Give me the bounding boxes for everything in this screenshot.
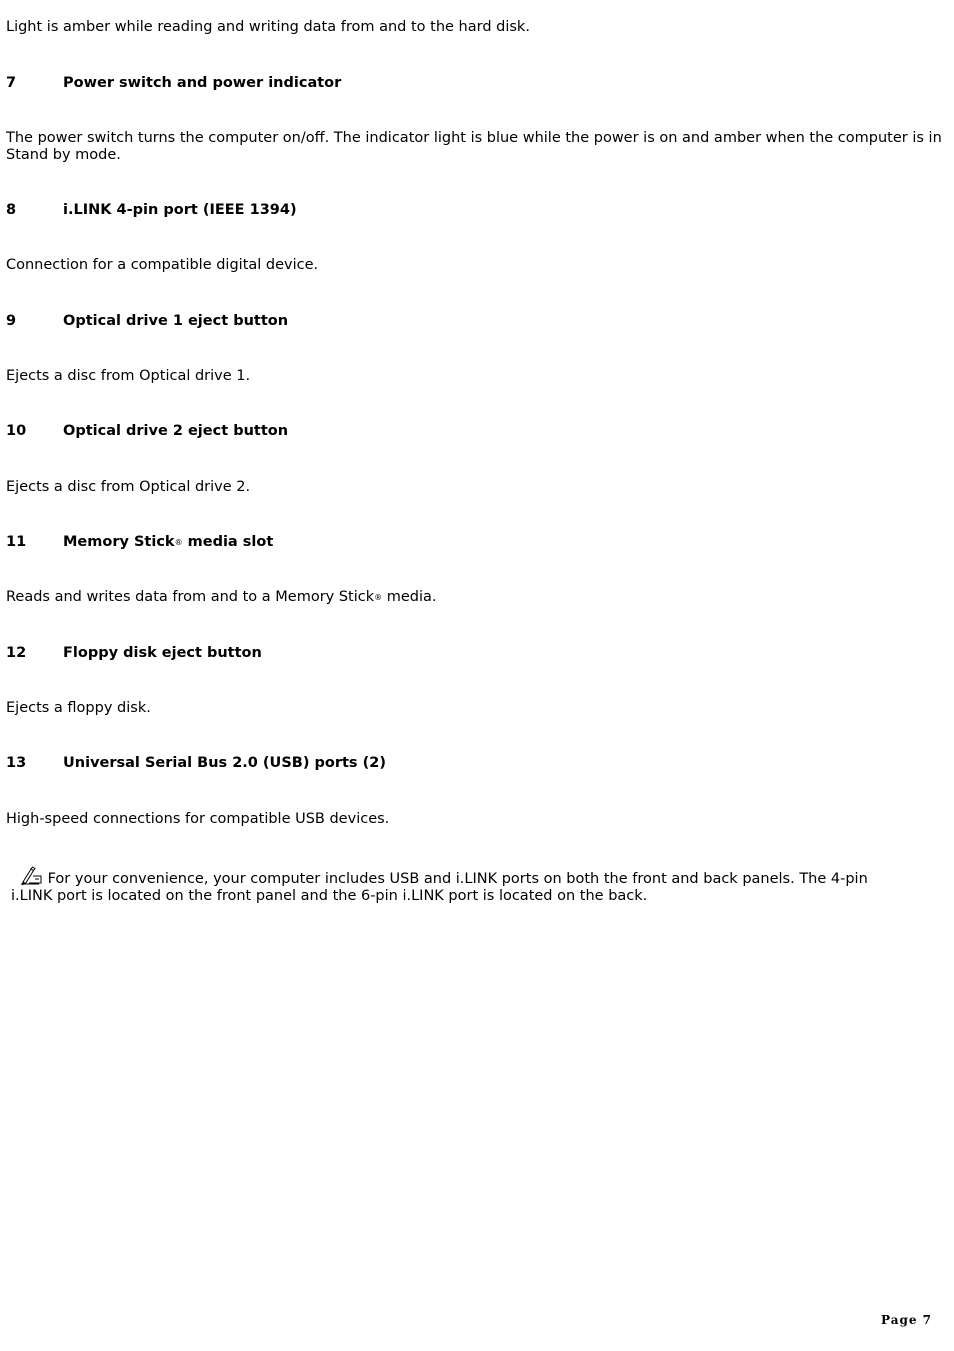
description-suffix: media. [382, 589, 437, 605]
note-pencil-icon [19, 866, 43, 886]
section-title: Optical drive 2 eject button [63, 423, 289, 439]
note-block [11, 866, 911, 905]
section-description-13: High-speed connections for compatible USB devices. [6, 811, 390, 827]
section-title: Optical drive 1 eject button [63, 313, 289, 329]
section-title: Universal Serial Bus 2.0 (USB) ports (2) [63, 755, 386, 771]
section-description-11 [6, 589, 948, 606]
section-number: 10 [6, 423, 27, 439]
section-number: 12 [6, 645, 27, 661]
section-heading-12 [6, 645, 906, 662]
description-prefix: Reads and writes data from and to a Memory Stick [6, 589, 375, 605]
section-heading-10 [6, 423, 906, 440]
section-heading-9 [6, 313, 906, 330]
section-number: 9 [6, 313, 17, 329]
section-description-8: Connection for a compatible digital device. [6, 257, 319, 273]
section-heading-7 [6, 75, 906, 92]
section-heading-8 [6, 202, 906, 219]
section-number: 13 [6, 755, 27, 771]
registered-mark: ® [174, 538, 183, 547]
section-description-7: The power switch turns the computer on/off. The indicator light is blue while the power is on and amber when the computer is in Stand by mode. [6, 130, 942, 163]
section-heading-11 [6, 534, 906, 551]
note-text: For your convenience, your computer includes USB and i.LINK ports on both the front and back panels. The 4-pin i.LINK port is located on the front panel and the 6-pin i.LINK port is located on the back. [11, 871, 868, 904]
section-number: 11 [6, 534, 27, 550]
section-number: 7 [6, 75, 17, 91]
section-description-12: Ejects a floppy disk. [6, 700, 151, 716]
section-title: i.LINK 4-pin port (IEEE 1394) [63, 202, 297, 218]
intro-paragraph: Light is amber while reading and writing data from and to the hard disk. [6, 19, 530, 35]
section-title: Power switch and power indicator [63, 75, 342, 91]
section-title-suffix: media slot [182, 534, 274, 550]
section-title: Floppy disk eject button [63, 645, 262, 661]
section-description-9: Ejects a disc from Optical drive 1. [6, 368, 251, 384]
section-title-prefix: Memory Stick [63, 534, 175, 550]
section-number: 8 [6, 202, 17, 218]
section-description-10: Ejects a disc from Optical drive 2. [6, 479, 251, 495]
section-heading-13 [6, 755, 906, 772]
registered-mark: ® [374, 593, 383, 602]
page-number: Page 7 [881, 1313, 933, 1327]
